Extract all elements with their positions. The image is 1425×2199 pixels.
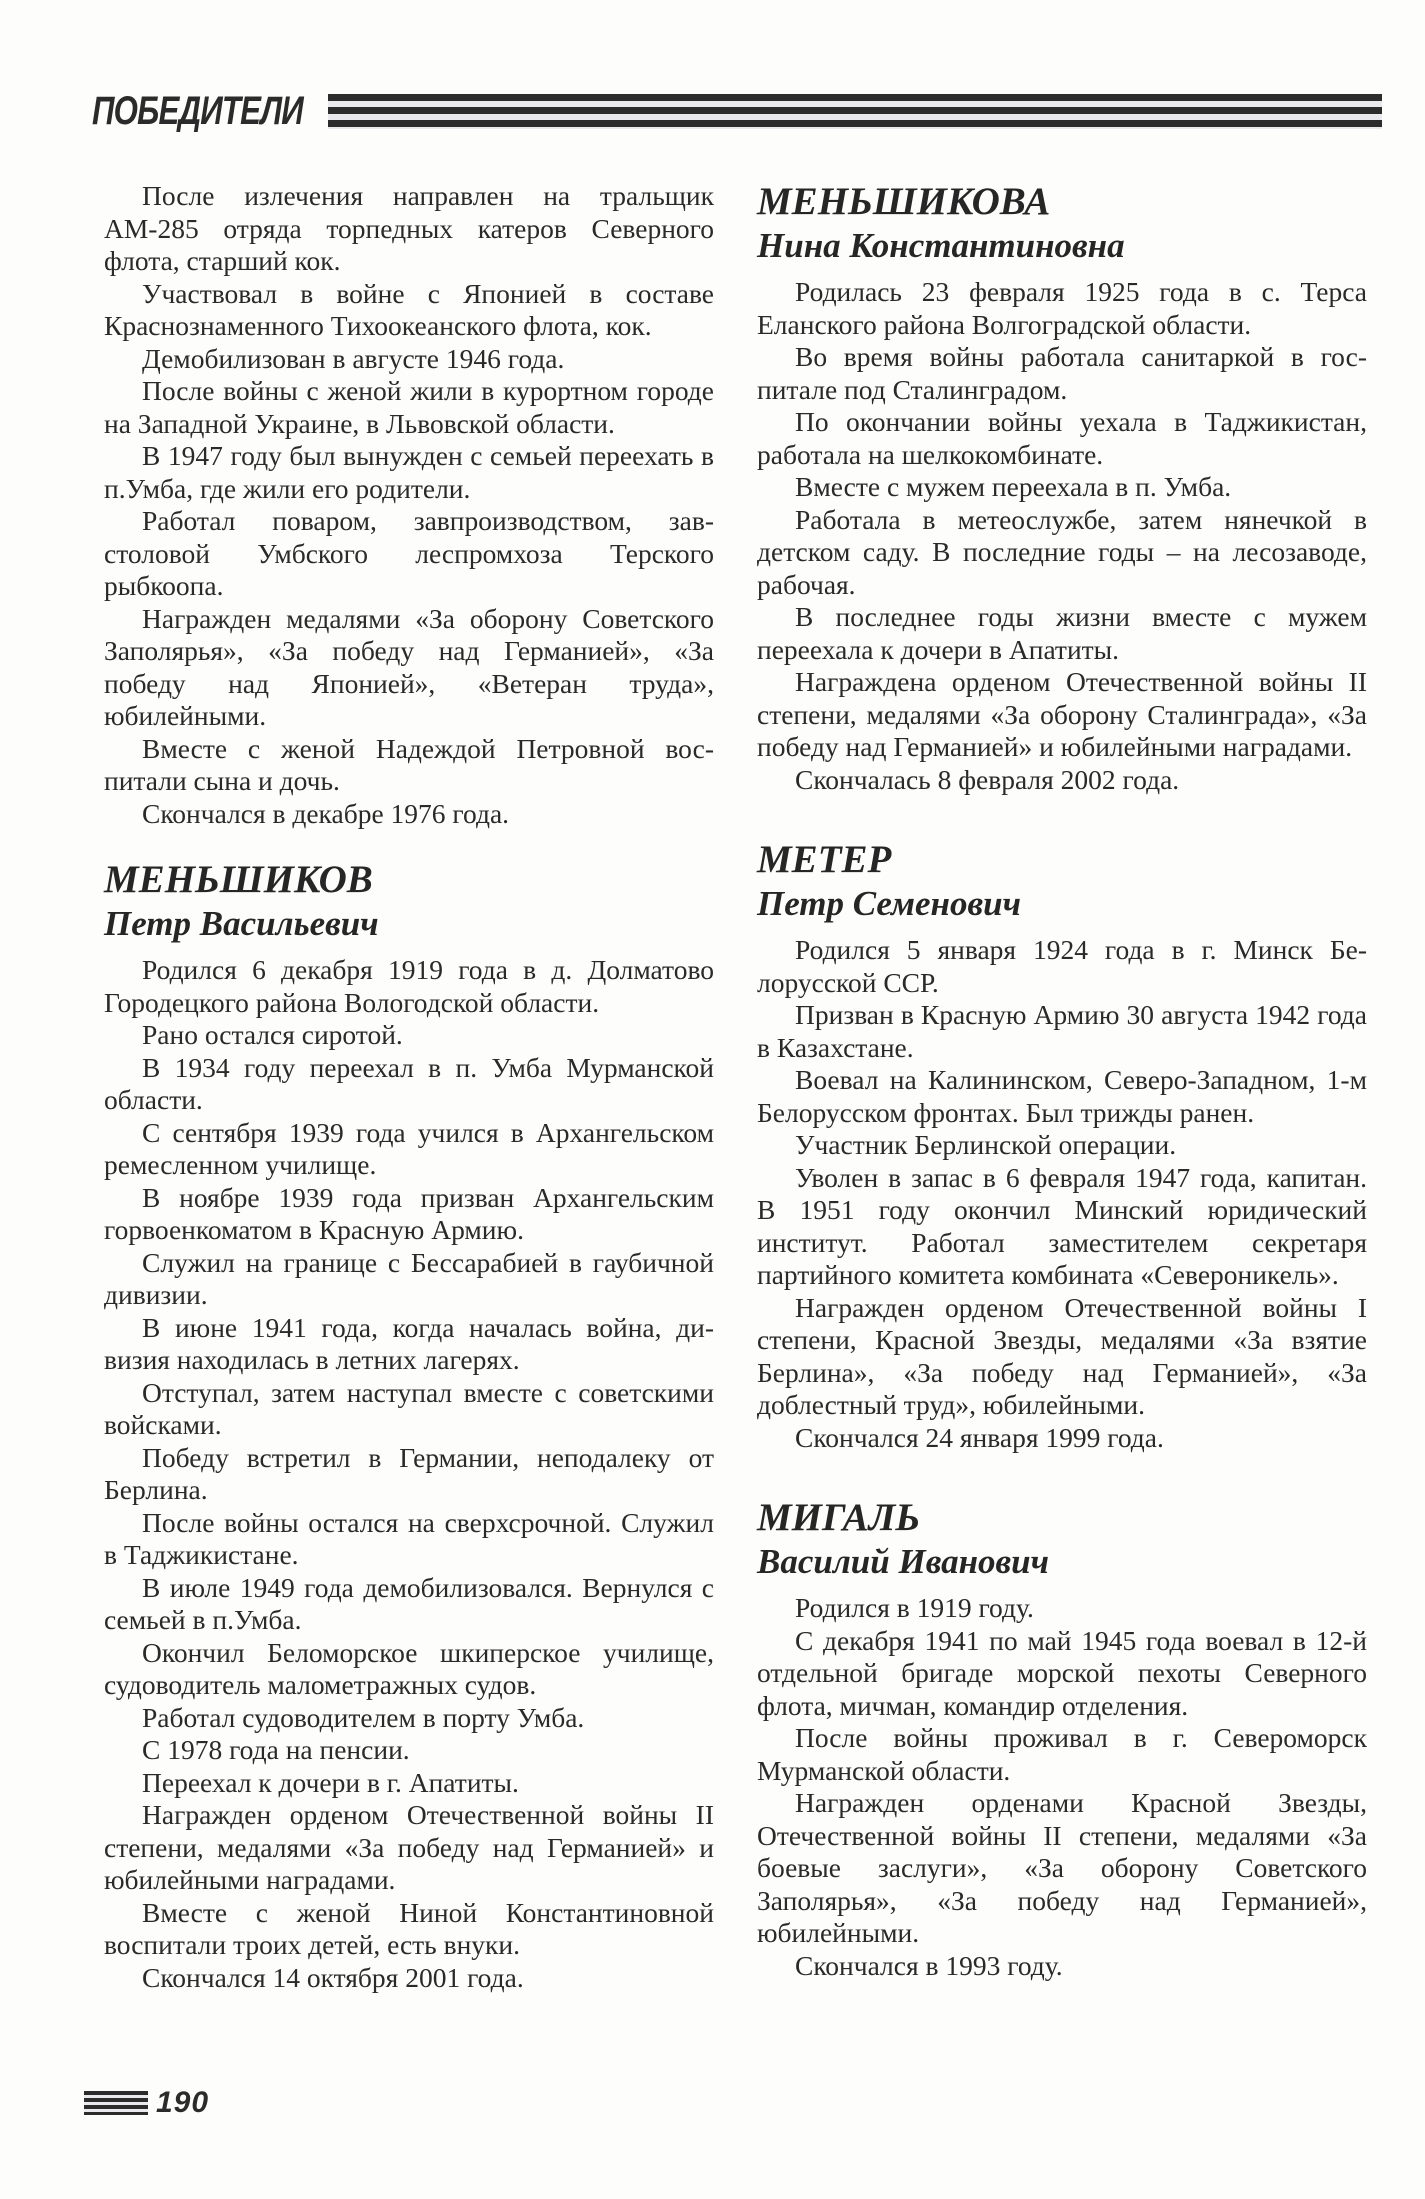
paragraph: По окончании войны уехала в Таджикистан, работала на шелкокомбинате.: [757, 406, 1367, 470]
paragraph: Скончался 14 октября 2001 года.: [142, 1961, 524, 1993]
paragraph: Скончался 24 января 1999 года.: [795, 1421, 1164, 1453]
biography-entry-menshikov: [104, 858, 714, 1994]
paragraph: Родился 5 января 1924 года в г. Минск Белорусской ССР.: [757, 934, 1367, 998]
page-footer: [84, 2088, 209, 2118]
paragraph: В 1947 году был вынужден с семьей переехать в п.Умба, где жили его родители.: [104, 440, 714, 504]
paragraph: После войны остался на сверхсрочной. Служил в Таджикистане.: [104, 1506, 714, 1570]
paragraph: В июне 1941 года, когда началась война, дивизия находилась в летних лагерях.: [104, 1311, 714, 1375]
running-title: ПОБЕДИТЕЛИ: [92, 89, 303, 133]
paragraph: С 1978 года на пенсии.: [142, 1734, 410, 1765]
paragraph: Вместе с женой Надеждой Петровной воспитали сына и дочь.: [104, 732, 714, 796]
paragraph: Переехал к дочери в г. Апатиты.: [142, 1766, 519, 1798]
paragraph: После войны проживал в г. Североморск Мурманской области.: [757, 1722, 1367, 1786]
running-header: [92, 88, 1382, 134]
footer-stripes-decoration: [84, 2091, 148, 2115]
paragraph: Победу встретил в Германии, неподалеку от Берлина.: [104, 1441, 714, 1505]
paragraph: Участвовал в войне с Японией в составе Краснознаменного Тихоокеанского флота, кок.: [104, 277, 714, 341]
paragraph: С сентября 1939 года учился в Архангельском ремесленном училище.: [104, 1116, 714, 1180]
paragraph: Работала в метеослужбе, затем нянечкой в детском саду. В последние годы – на лесозаводе, рабочая.: [757, 503, 1367, 600]
paragraph: Родился 6 декабря 1919 года в д. Долматово Городецкого района Вологодской области.: [104, 954, 714, 1018]
entry-given-names: Петр Семенович: [757, 884, 1021, 923]
paragraph: Во время войны работала санитаркой в госпитале под Сталинградом.: [757, 341, 1367, 405]
paragraph: После войны с женой жили в курортном городе на Западной Украине, в Львовской области.: [104, 375, 714, 439]
paragraph: Награжден орденом Отечественной войны II степени, медалями «За победу над Германией» и юбилейными наградами.: [104, 1799, 714, 1895]
paragraph: Родилась 23 февраля 1925 года в с. Терса Еланского района Волгоградской области.: [757, 276, 1367, 340]
paragraph: С декабря 1941 по май 1945 года воевал в 12-й отдельной бригаде морской пехоты Северного флота, мичман, командир отделения.: [757, 1624, 1367, 1721]
paragraph: Награжден орденами Красной Звезды, Отечественной войны II степени, медалями «За боевые заслуги», «За оборону Советского Заполярья», «За победу над Германией», юбилейными.: [757, 1787, 1367, 1948]
paragraph: Отступал, затем наступал вместе с советскими войсками.: [104, 1376, 714, 1440]
entry-given-names: Нина Константиновна: [757, 226, 1125, 265]
paragraph: Работал судоводителем в порту Умба.: [142, 1701, 585, 1733]
paragraph: Скончалась 8 февраля 2002 года.: [795, 763, 1180, 795]
biography-entry-meter: [757, 838, 1367, 1454]
paragraph: Окончил Беломорское шкиперское училище, судоводитель малометражных судов.: [104, 1636, 714, 1700]
paragraph: Работал поваром, завпроизводством, завстоловой Умбского леспромхоза Терского рыбкоопа.: [104, 505, 714, 601]
biography-entry-migal: [757, 1496, 1367, 1982]
paragraph: Воевал на Калининском, Северо-Западном, 1-м Белорусском фронтах. Был трижды ранен.: [757, 1064, 1367, 1128]
paragraph: Награждена орденом Отечественной войны II степени, медалями «За оборону Сталинграда», «За победу над Германией» и юбилейными наградами.: [757, 666, 1367, 762]
paragraph: После излечения направлен на тральщик АМ-285 отряда торпедных катеров Северного флота, старший кок.: [104, 180, 714, 276]
paragraph: В июле 1949 года демобилизовался. Вернулся с семьей в п.Умба.: [104, 1571, 714, 1635]
paragraph: Скончался в декабре 1976 года.: [142, 797, 510, 829]
paragraph: Призван в Красную Армию 30 августа 1942 года в Казахстане.: [757, 999, 1367, 1063]
left-column: [104, 180, 714, 1994]
paragraph: Участник Берлинской операции.: [795, 1129, 1177, 1160]
biography-entry-menshikova: [757, 180, 1367, 796]
paragraph: Награжден медалями «За оборону Советского Заполярья», «За победу над Германией», «За победу над Японией», «Ветеран труда», юбилейными.: [104, 602, 714, 731]
entry-surname: МЕНЬШИКОВА: [757, 180, 1051, 223]
right-column: [757, 180, 1367, 1982]
entry-surname: МЕТЕР: [757, 838, 892, 881]
paragraph: Уволен в запас в 6 февраля 1947 года, капитан. В 1951 году окончил Минский юридический институт. Работал заместителем секретаря партийного комитета комбината «Североникель».: [757, 1161, 1367, 1290]
paragraph: Вместе с мужем переехала в п. Умба.: [795, 471, 1232, 502]
paragraph: Рано остался сиротой.: [142, 1019, 403, 1050]
page-number: 190: [156, 2086, 210, 2119]
paragraph: В ноябре 1939 года призван Архангельским горвоенкоматом в Красную Армию.: [104, 1181, 714, 1245]
paragraph: В последнее годы жизни вместе с мужем переехала к дочери в Апатиты.: [757, 601, 1367, 665]
continued-biography: [104, 180, 714, 830]
paragraph: В 1934 году переехал в п. Умба Мурманской области.: [104, 1051, 714, 1115]
paragraph: Родился в 1919 году.: [795, 1592, 1034, 1623]
entry-surname: МИГАЛЬ: [757, 1496, 921, 1539]
header-stripes-decoration: [328, 94, 1382, 129]
entry-given-names: Василий Иванович: [757, 1542, 1050, 1581]
paragraph: Демобилизован в августе 1946 года.: [142, 342, 565, 374]
paragraph: Скончался в 1993 году.: [795, 1949, 1063, 1981]
entry-surname: МЕНЬШИКОВ: [104, 858, 373, 901]
paragraph: Награжден орденом Отечественной войны I степени, Красной Звезды, медалями «За взятие Берлина», «За победу над Германией», «За доблестный труд», юбилейными.: [757, 1291, 1367, 1420]
paragraph: Служил на границе с Бессарабией в гаубичной дивизии.: [104, 1246, 714, 1310]
paragraph: Вместе с женой Ниной Константиновной воспитали троих детей, есть внуки.: [104, 1896, 714, 1960]
entry-given-names: Петр Васильевич: [104, 904, 379, 943]
